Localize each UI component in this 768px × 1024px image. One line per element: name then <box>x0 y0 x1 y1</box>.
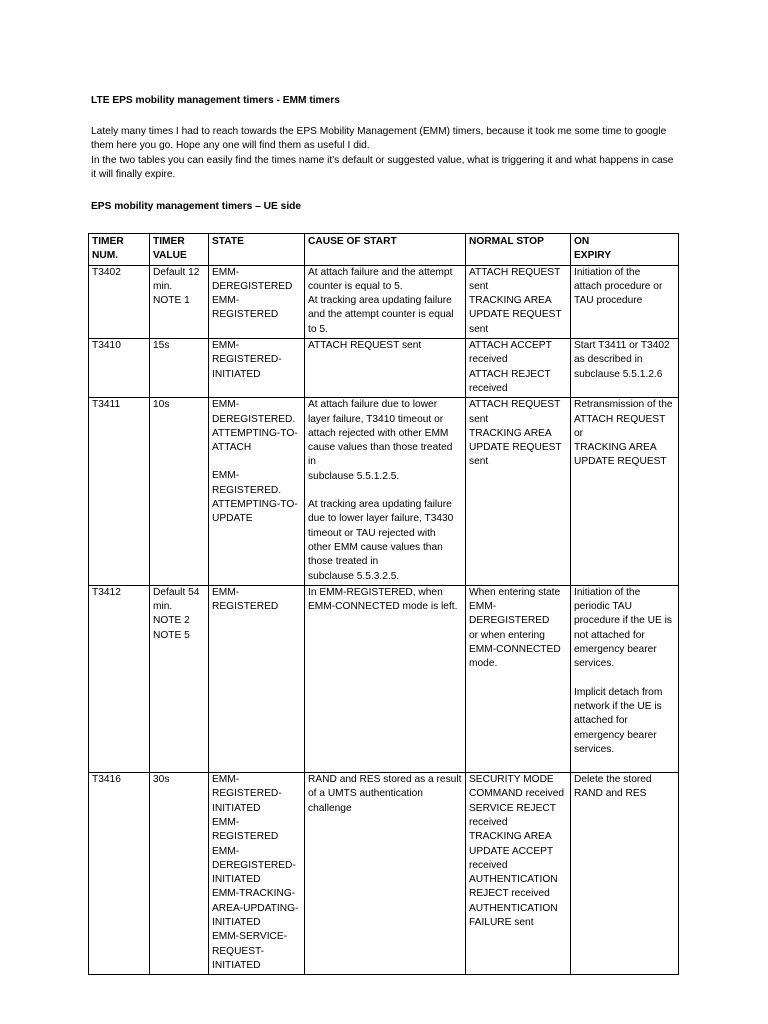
cell-text-line: periodic TAU <box>574 601 632 613</box>
cell-text-line: INITIATED <box>212 917 261 929</box>
cell-text-line: sent <box>469 413 489 425</box>
cell-text-line: Start T3411 or T3402 <box>574 340 670 352</box>
cell-text-line: sent <box>469 280 489 292</box>
cell-text-line: NUM. <box>92 250 119 262</box>
cell-on-expiry <box>571 265 679 338</box>
cell-text-line: ON <box>574 236 590 247</box>
cell-text-line: CAUSE OF START <box>308 236 397 247</box>
cell-on-expiry <box>571 339 679 398</box>
cell-text-line: ATTACH REQUEST or <box>574 413 668 439</box>
cell-text-line: TAU procedure <box>574 295 643 307</box>
cell-text-line: those treated in <box>308 556 379 568</box>
cell-text-line: EMM-REGISTERED <box>212 586 279 613</box>
cell-text-line: DEREGISTERED. <box>212 413 296 425</box>
cell-text-line: cause values than those treated in <box>308 442 456 468</box>
header-state <box>209 234 305 266</box>
header-normal-stop <box>466 234 571 266</box>
cell-text-line: EMM-REGISTERED- <box>212 340 282 366</box>
table-row <box>89 265 679 338</box>
cell-text-line: STATE <box>212 236 244 247</box>
cell-text-line: Initiation of the <box>574 266 641 278</box>
cell-text-line: REQUEST- <box>212 945 265 957</box>
cell-normal-stop <box>466 773 571 975</box>
cell-text-line: network if the UE is <box>574 700 662 712</box>
cell-text-line: received <box>469 382 508 394</box>
cell-text-line: sent <box>469 323 489 335</box>
cell-timer-value <box>150 265 209 338</box>
cell-text-line: When entering state <box>469 586 561 598</box>
cell-text-line: EMM- <box>212 845 240 857</box>
cell-on-expiry <box>571 398 679 586</box>
cell-text-line: Implicit detach from <box>574 686 663 698</box>
cell-text-line: layer failure, T3410 timeout or <box>308 413 444 425</box>
cell-text-line: AUTHENTICATION <box>469 902 558 914</box>
cell-text-line: NORMAL STOP <box>469 236 544 247</box>
cell-on-expiry <box>571 773 679 975</box>
cell-text-line: ATTACH ACCEPT <box>469 340 552 352</box>
cell-text-line: T3411 <box>92 399 121 411</box>
cell-text-line: ATTACH REJECT <box>469 368 551 380</box>
table-row <box>89 585 679 772</box>
cell-text-line: ATTEMPTING-TO- <box>212 427 298 439</box>
cell-state <box>209 398 305 586</box>
cell-text-line: At attach failure due to lower <box>308 399 438 411</box>
cell-text-line: emergency bearer <box>574 644 657 656</box>
cell-text-line: INITIATED <box>212 802 261 814</box>
cell-text-line: ATTEMPTING-TO- <box>212 499 298 511</box>
cell-text-line: 15s <box>153 340 170 352</box>
cell-text-line: VALUE <box>153 250 187 262</box>
cell-text-line: T3410 <box>92 340 121 352</box>
cell-timer-value <box>150 339 209 398</box>
cell-text-line: NOTE 2 <box>153 615 190 627</box>
cell-text-line: attach rejected with other EMM <box>308 427 449 439</box>
cell-text-line: TIMER <box>153 236 185 247</box>
cell-text-line: UPDATE <box>212 513 253 525</box>
cell-text-line: AUTHENTICATION <box>469 874 558 886</box>
header-on-expiry <box>571 234 679 266</box>
cell-state <box>209 773 305 975</box>
header-timer-value <box>150 234 209 266</box>
cell-text-line: INITIATED <box>212 368 261 380</box>
cell-text-line: DEREGISTERED <box>212 280 293 292</box>
cell-text-line: EMM-TRACKING- <box>212 888 296 900</box>
cell-spacer <box>308 484 463 498</box>
cell-text-line: TRACKING AREA <box>469 427 552 439</box>
cell-text-line: or when entering <box>469 629 545 641</box>
cell-text-line: UPDATE REQUEST <box>469 442 562 454</box>
cell-text-line: T3416 <box>92 774 121 786</box>
emm-timers-table <box>88 233 679 975</box>
cell-text-line: services. <box>574 658 615 670</box>
cell-text-line: due to lower layer failure, T3430 <box>308 513 454 525</box>
cell-text-line: INITIATED <box>212 959 261 971</box>
cell-text-line: ATTACH REQUEST <box>469 399 561 411</box>
cell-text-line: EMM-DEREGISTERED <box>469 601 550 627</box>
cell-text-line: At attach failure and the attempt <box>308 266 453 278</box>
cell-text-line: challenge <box>308 802 352 814</box>
header-cause-of-start <box>305 234 466 266</box>
cell-text-line: UPDATE ACCEPT <box>469 845 554 857</box>
cell-cause-of-start <box>305 265 466 338</box>
cell-normal-stop <box>466 398 571 586</box>
cell-text-line: RAND and RES stored as a result <box>308 774 462 786</box>
cell-text-line: UPDATE REQUEST <box>469 309 562 321</box>
cell-spacer <box>212 455 302 469</box>
cell-text-line: ATTACH <box>212 442 252 454</box>
cell-spacer <box>574 757 676 771</box>
cell-text-line: other EMM cause values than <box>308 541 443 553</box>
cell-text-line: timeout or TAU rejected with <box>308 527 436 539</box>
cell-timer-num <box>89 339 150 398</box>
cell-text-line: subclause 5.5.3.2.5. <box>308 570 400 582</box>
cell-text-line: EMM-REGISTERED. <box>212 470 282 496</box>
table-row <box>89 773 679 975</box>
cell-text-line: DEREGISTERED- <box>212 859 296 871</box>
cell-text-line: RAND and RES <box>574 788 647 800</box>
table-subtitle: EPS mobility management timers – UE side <box>91 201 302 212</box>
cell-text-line: COMMAND received <box>469 788 565 800</box>
cell-timer-value <box>150 398 209 586</box>
cell-timer-value <box>150 773 209 975</box>
cell-text-line: EMM-REGISTERED <box>212 816 279 843</box>
cell-spacer <box>574 672 676 686</box>
cell-text-line: procedure if the UE is <box>574 615 672 627</box>
cell-text-line: EMM-SERVICE- <box>212 931 288 943</box>
cell-text-line: attach procedure or <box>574 280 663 292</box>
cell-text-line: AREA-UPDATING- <box>212 902 299 914</box>
cell-timer-num <box>89 398 150 586</box>
cell-text-line: attached for <box>574 715 628 727</box>
cell-text-line: received <box>469 816 508 828</box>
table-header-row <box>89 234 679 266</box>
intro-text <box>91 125 681 182</box>
cell-text-line: subclause 5.5.1.2.5. <box>308 470 400 482</box>
cell-text-line: and the attempt counter is equal <box>308 309 454 321</box>
cell-state <box>209 585 305 772</box>
cell-state <box>209 339 305 398</box>
cell-text-line: EMM-CONNECTED <box>469 644 561 656</box>
cell-text-line: Initiation of the <box>574 586 641 598</box>
cell-text-line: TIMER <box>92 236 124 247</box>
cell-text-line: EMM-CONNECTED mode is left. <box>308 601 458 613</box>
cell-text-line: mode. <box>469 658 498 670</box>
cell-text-line: sent <box>469 456 489 468</box>
cell-text-line: received <box>469 354 508 366</box>
table-row <box>89 339 679 398</box>
table-body <box>89 265 679 975</box>
cell-text-line: of a UMTS authentication <box>308 788 423 800</box>
cell-text-line: NOTE 1 <box>153 295 190 307</box>
cell-cause-of-start <box>305 398 466 586</box>
cell-text-line: Default 54 <box>153 586 200 598</box>
cell-text-line: Default 12 <box>153 266 200 278</box>
cell-cause-of-start <box>305 339 466 398</box>
cell-text-line: Delete the stored <box>574 774 652 786</box>
cell-text-line: as described in <box>574 354 643 366</box>
cell-text-line: SECURITY MODE <box>469 774 554 786</box>
intro-paragraph: Lately many times I had to reach towards the EPS Mobility Management (EMM) timers, because it took me some time to google them here you go. Hope any one will find them as useful I did. <box>91 126 667 152</box>
cell-timer-num <box>89 265 150 338</box>
cell-normal-stop <box>466 339 571 398</box>
cell-text-line: Retransmission of the <box>574 399 673 411</box>
header-timer-num <box>89 234 150 266</box>
cell-text-line: FAILURE sent <box>469 917 534 929</box>
cell-text-line: EXPIRY <box>574 250 611 262</box>
cell-text-line: In EMM-REGISTERED, when <box>308 586 443 598</box>
cell-text-line: EMM- <box>212 266 240 278</box>
cell-text-line: to 5. <box>308 323 328 335</box>
cell-cause-of-start <box>305 585 466 772</box>
cell-text-line: REJECT received <box>469 888 550 900</box>
cell-text-line: At tracking area updating failure <box>308 499 452 511</box>
cell-text-line: INITIATED <box>212 874 261 886</box>
cell-normal-stop <box>466 265 571 338</box>
cell-text-line: T3412 <box>92 586 121 598</box>
cell-text-line: 10s <box>153 399 170 411</box>
cell-text-line: counter is equal to 5. <box>308 280 403 292</box>
cell-on-expiry <box>571 585 679 772</box>
cell-text-line: TRACKING AREA <box>469 295 552 307</box>
cell-text-line: At tracking area updating failure <box>308 295 452 307</box>
cell-text-line: ATTACH REQUEST sent <box>308 340 422 352</box>
cell-text-line: subclause 5.5.1.2.6 <box>574 368 663 380</box>
cell-text-line: not attached for <box>574 629 645 641</box>
table-row <box>89 398 679 586</box>
intro-paragraph: In the two tables you can easily find the times name it's default or suggested value, what is triggering it and what happens in case it will finally expire. <box>91 154 674 180</box>
cell-text-line: TRACKING AREA <box>574 442 657 454</box>
cell-normal-stop <box>466 585 571 772</box>
cell-cause-of-start <box>305 773 466 975</box>
cell-text-line: T3402 <box>92 266 121 278</box>
cell-text-line: services. <box>574 743 615 755</box>
cell-text-line: EMM-REGISTERED- <box>212 774 282 800</box>
cell-text-line: SERVICE REJECT <box>469 802 556 814</box>
cell-text-line: min. <box>153 601 173 613</box>
cell-text-line: received <box>469 859 508 871</box>
cell-text-line: emergency bearer <box>574 729 657 741</box>
cell-timer-value <box>150 585 209 772</box>
cell-text-line: UPDATE REQUEST <box>574 456 667 468</box>
document-title: LTE EPS mobility management timers - EMM timers <box>91 95 340 106</box>
cell-timer-num <box>89 585 150 772</box>
cell-text-line: EMM-REGISTERED <box>212 295 279 321</box>
cell-timer-num <box>89 773 150 975</box>
cell-text-line: min. <box>153 280 173 292</box>
cell-text-line: EMM- <box>212 399 240 411</box>
cell-text-line: ATTACH REQUEST <box>469 266 561 278</box>
cell-text-line: TRACKING AREA <box>469 831 552 843</box>
cell-state <box>209 265 305 338</box>
cell-text-line: NOTE 5 <box>153 629 190 641</box>
cell-text-line: 30s <box>153 774 170 786</box>
